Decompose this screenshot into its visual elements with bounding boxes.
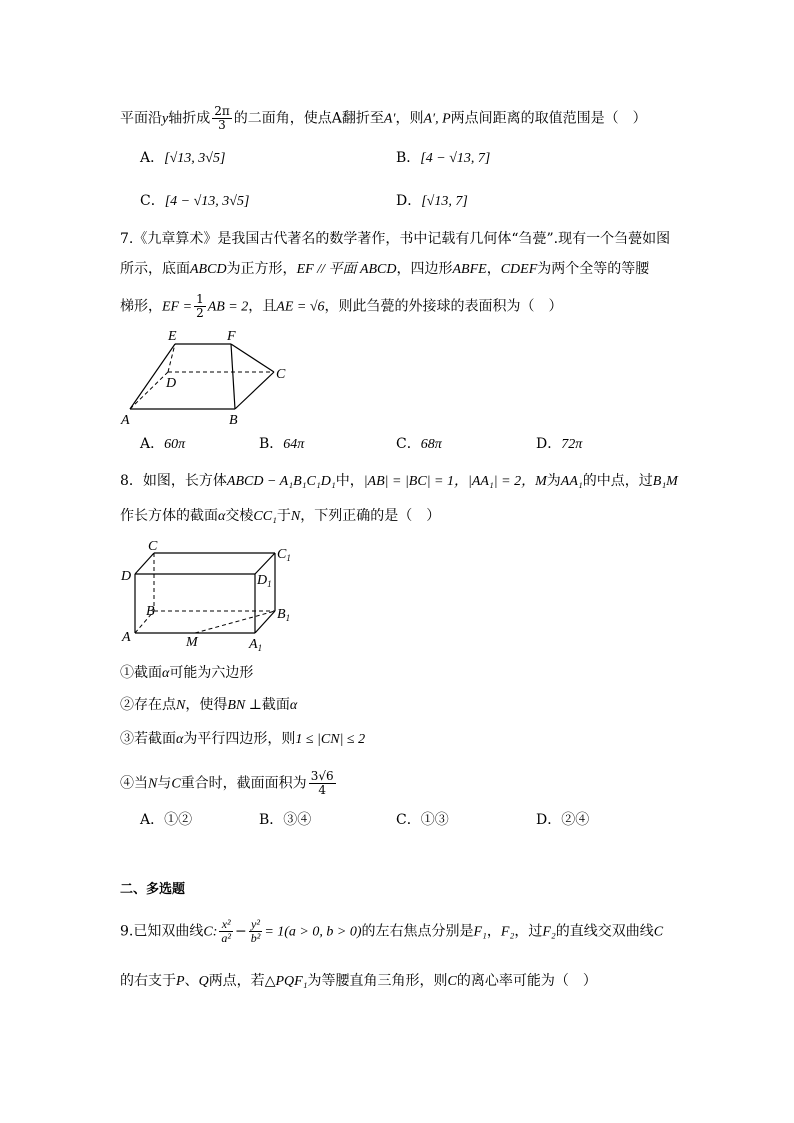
q6-text: 轴折成 <box>168 110 211 127</box>
label-b: B <box>146 604 155 619</box>
label-a: A <box>122 630 131 645</box>
q9-var: = 1(a > 0, b > 0) <box>264 924 362 940</box>
statement-mark: ④ <box>120 775 134 792</box>
statement-text: 为平行四边形，则 <box>183 731 296 747</box>
label-a: A <box>121 413 130 428</box>
q7-var: EF = <box>162 299 193 315</box>
q9-frac-num: y² <box>249 918 263 932</box>
statement-mark: ① <box>120 665 134 681</box>
q7-var: ABCD <box>190 262 227 277</box>
statement-text: 重合时，截面面积为 <box>180 775 307 792</box>
statement-text: 截面 <box>134 665 162 681</box>
label-m: M <box>186 635 198 650</box>
q7-option-a[interactable] <box>140 434 185 455</box>
q7-line1 <box>120 229 670 249</box>
edge-bc <box>235 372 274 409</box>
option-label: C． <box>140 193 165 209</box>
q8-text: 8．如图，长方体 <box>120 473 227 489</box>
segment-m-b1-hidden <box>195 611 275 633</box>
option-label: B． <box>259 436 284 452</box>
q6-text: 平面沿 <box>120 110 162 127</box>
q8-var: |AB| = |BC| = 1，|AA₁| = 2， <box>363 474 536 489</box>
q7-var: EF // 平面 ABCD <box>296 262 397 277</box>
edge-ad-hidden <box>130 372 168 409</box>
q8-option-b[interactable] <box>259 810 311 830</box>
statement-text: 截面 <box>261 697 290 713</box>
q6-var-aprime: A′ <box>383 111 396 127</box>
label-c: C <box>148 539 158 554</box>
q9-fraction-x <box>219 918 233 945</box>
q6-points: A′, P <box>423 111 451 127</box>
q7-option-c[interactable] <box>396 434 442 455</box>
q7-text: 梯形， <box>120 298 162 315</box>
statement-var: 1 ≤ |CN| ≤ 2 <box>295 732 366 747</box>
q9-var: △PQF₁ <box>264 974 308 989</box>
q9-var: F₂ <box>542 924 556 940</box>
option-text: [√13, 7] <box>421 194 468 209</box>
q9-text: 的左右焦点分别是 <box>361 923 474 940</box>
q7-figure <box>118 325 298 430</box>
q7-frac-den: 2 <box>196 306 204 320</box>
q7-var: AB = 2 <box>207 299 249 315</box>
q7-text: 为两个全等的等腰 <box>537 261 650 277</box>
statement-text: 存在点 <box>134 697 176 713</box>
edge-fb <box>231 344 235 409</box>
q6-option-b[interactable] <box>396 148 490 169</box>
option-text: 72π <box>561 437 583 452</box>
option-text: [4 − √13, 7] <box>420 151 491 166</box>
q7-text: 为正方形， <box>226 261 297 277</box>
q9-frac-den: a² <box>221 931 231 945</box>
q6-frac-num: 2π <box>214 104 230 118</box>
q8-text: 交棱 <box>225 508 254 524</box>
label-d1: $D_1$ <box>257 573 272 589</box>
label-b1: $B_1$ <box>277 607 291 623</box>
q8-frac-den: 4 <box>318 783 326 797</box>
statement-var: BN ⊥ <box>227 698 262 713</box>
q9-text: ， <box>486 923 501 940</box>
label-d: D <box>121 569 132 584</box>
q7-text: 7.《九章算术》是我国古代著名的数学著作，书中记载有几何体“刍甍”.现有一个刍甍如图 <box>120 231 671 247</box>
statement-var: N <box>176 698 186 713</box>
q6-fraction <box>212 105 232 132</box>
q8-frac-num: 3√6 <box>310 769 334 783</box>
q8-statement-1 <box>120 663 253 684</box>
q9-text: 两点，若 <box>208 973 265 989</box>
q8-statement-4 <box>120 770 338 797</box>
q9-var: C <box>653 924 664 940</box>
statement-text: 若截面 <box>134 731 176 747</box>
q7-text: ， <box>486 261 501 277</box>
q9-text: ，过 <box>514 923 543 940</box>
q9-text: 、 <box>184 973 199 989</box>
q8-text: 为 <box>546 473 561 489</box>
q9-var: C <box>447 974 457 989</box>
option-label: D． <box>536 812 562 828</box>
q8-statement-3 <box>120 729 365 750</box>
edge-a1-b1 <box>255 611 275 633</box>
q8-fraction <box>309 770 336 797</box>
q8-text: 中， <box>335 473 364 489</box>
q9-text: − <box>234 923 247 940</box>
label-f: F <box>227 329 236 344</box>
q8-var: AA₁ <box>560 474 583 489</box>
q9-var: F₂ <box>500 924 515 940</box>
q7-line3 <box>120 293 563 320</box>
q8-var: N <box>290 509 301 524</box>
option-label: A． <box>140 812 165 828</box>
q7-text: 所示，底面 <box>120 261 190 277</box>
q8-text: 的中点，过 <box>582 473 653 489</box>
q8-statement-2 <box>120 695 297 716</box>
option-label: D． <box>536 436 562 452</box>
q6-text: ，则 <box>395 110 424 127</box>
q6-line1 <box>120 105 647 132</box>
statement-text: ，使得 <box>185 697 228 713</box>
option-text: ③④ <box>283 812 312 828</box>
option-label: C． <box>396 812 421 828</box>
label-b: B <box>229 413 238 428</box>
option-label: B． <box>396 150 421 166</box>
q9-text: 9.已知双曲线 <box>120 923 204 940</box>
q8-var: ABCD − A₁B₁C₁D₁ <box>226 474 336 489</box>
q6-text: 的二面角，使点A翻折至 <box>233 110 384 127</box>
edge-fc <box>231 344 274 372</box>
statement-mark: ③ <box>120 731 134 747</box>
q8-var: M <box>535 474 547 489</box>
q7-option-b[interactable] <box>259 434 304 455</box>
q7-text: ，四边形 <box>396 261 453 277</box>
q6-text: 两点间距离的取值范围是（ ） <box>450 110 647 127</box>
q7-var: ABFE <box>452 262 487 277</box>
option-label: B． <box>259 812 284 828</box>
statement-var: C <box>171 776 181 792</box>
q8-option-a[interactable] <box>140 810 192 830</box>
q7-option-d[interactable] <box>536 434 582 455</box>
q6-option-d[interactable] <box>396 191 468 212</box>
label-e: E <box>168 329 177 344</box>
q7-frac-num: 1 <box>196 292 204 306</box>
q8-option-c[interactable] <box>396 810 449 830</box>
q8-var: B₁M <box>652 474 678 489</box>
q6-option-a[interactable] <box>140 148 225 169</box>
q9-text: 为等腰直角三角形，则 <box>307 973 448 989</box>
statement-var: α <box>289 698 298 713</box>
option-label: A． <box>140 150 165 166</box>
q9-text: 的右支于 <box>120 973 176 989</box>
option-text: ②④ <box>561 812 590 828</box>
statement-text: 与 <box>157 775 172 792</box>
q7-text: ，则此刍甍的外接球的表面积为（ ） <box>324 298 563 315</box>
statement-var: N <box>148 776 158 792</box>
q8-var: α <box>218 509 226 524</box>
q8-text: 于 <box>276 508 291 524</box>
q9-var: Q <box>198 974 209 989</box>
q9-var: F₁ <box>473 924 487 940</box>
q9-fraction-y <box>249 918 263 945</box>
q9-line1 <box>120 918 663 945</box>
q9-var: P <box>176 974 185 989</box>
option-text: [√13, 3√5] <box>164 151 226 166</box>
q7-fraction <box>194 293 206 320</box>
q6-option-c[interactable] <box>140 191 249 212</box>
statement-mark: ② <box>120 697 134 713</box>
edge-d1-c1 <box>255 553 275 574</box>
q8-text: ，下列正确的是（ ） <box>300 508 441 524</box>
option-text: 64π <box>283 437 305 452</box>
label-a1: $A_1$ <box>249 637 263 653</box>
option-text: 60π <box>164 437 186 452</box>
q9-var: C: <box>203 924 218 940</box>
q9-text: 的直线交双曲线 <box>555 923 654 940</box>
q7-var: CDEF <box>500 262 538 277</box>
label-c1: $C_1$ <box>277 547 291 563</box>
q7-text: ，且 <box>248 298 277 315</box>
q6-frac-den: 3 <box>218 118 226 132</box>
option-label: D． <box>396 193 422 209</box>
label-c: C <box>276 367 286 382</box>
option-text: ①② <box>164 812 193 828</box>
q9-text: 的离心率可能为（ ） <box>456 973 597 989</box>
q8-var: CC₁ <box>253 509 277 524</box>
statement-var: α <box>162 666 170 681</box>
q6-var-y: y <box>162 111 169 127</box>
q9-frac-den: b² <box>250 931 261 945</box>
statement-text: 当 <box>134 775 148 792</box>
q8-text: 作长方体的截面 <box>120 508 218 524</box>
section-title: 二、多选题 <box>120 882 186 897</box>
option-label: C． <box>396 436 421 452</box>
option-text: 68π <box>420 437 442 452</box>
label-d: D <box>166 376 177 391</box>
q8-line1 <box>120 471 678 492</box>
q9-frac-num: x² <box>219 918 233 932</box>
q8-option-d[interactable] <box>536 810 589 830</box>
q7-var: AE = √6 <box>276 299 325 315</box>
option-label: A． <box>140 436 165 452</box>
q7-line2 <box>120 259 649 280</box>
q8-figure <box>118 538 298 653</box>
q8-line2 <box>120 506 440 527</box>
q9-line2 <box>120 971 597 992</box>
option-text: [4 − √13, 3√5] <box>164 194 250 209</box>
option-text: ①③ <box>420 812 449 828</box>
statement-var: α <box>176 732 184 747</box>
edge-d-c <box>135 553 154 574</box>
statement-text: 可能为六边形 <box>169 665 254 681</box>
